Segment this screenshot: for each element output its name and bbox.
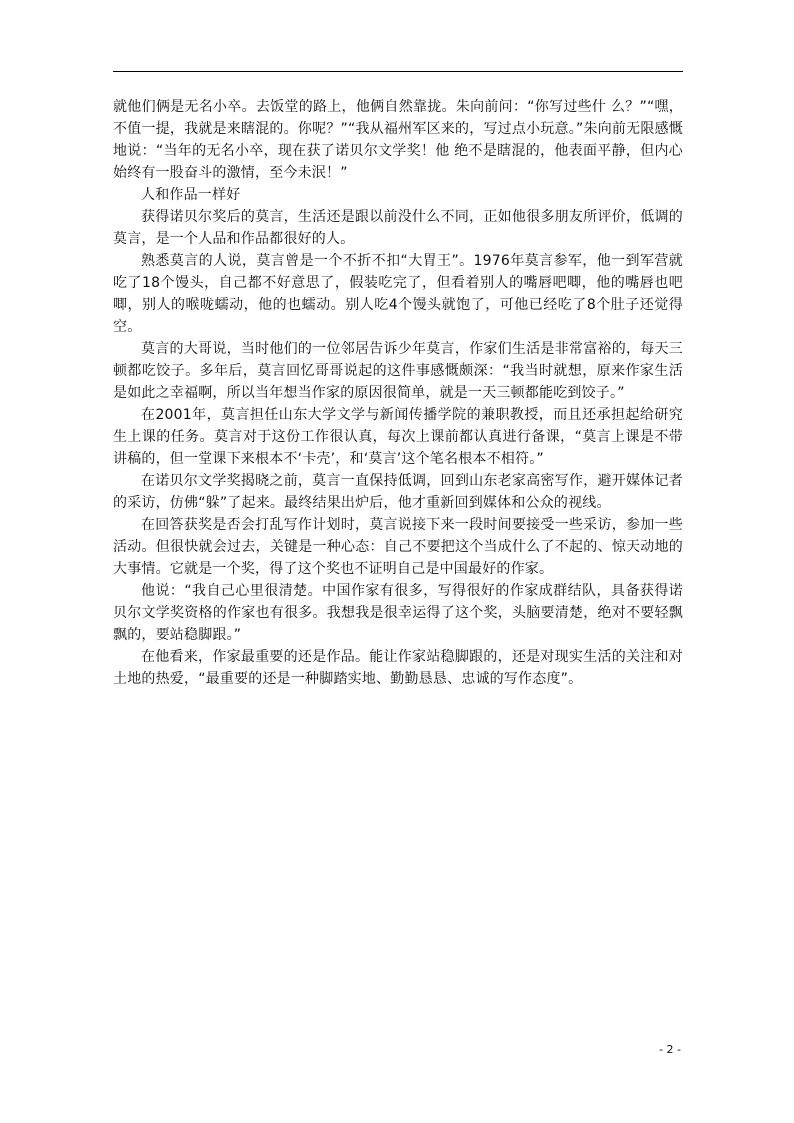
paragraph-continuation: 就他们俩是无名小卒。去饭堂的路上，他俩自然靠拢。朱向前问：“你写过些什 么？”“嘿，不值一提，我就是来瞎混的。你呢？”“我从福州军区来的，写过点小玩意。”朱向前无限感慨地说：“当年的无名小卒，现在获了诺贝尔文学奖！他 绝不是瞎混的，他表面平静，但内心始终有一股奋斗的激情，至今未泯！”: [113, 99, 684, 181]
paragraph: 熟悉莫言的人说，莫言曾是一个不折不扣“大胃王”。1976年莫言参军，他一到军营就吃了18个馒头，自己都不好意思了，假装吃完了，但看着别人的嘴唇吧唧，他的嘴唇也吧唧，别人的喉咙蠕动，他的也蠕动。别人吃4个馒头就饱了，可他已经吃了8个肚子还觉得空。: [113, 253, 683, 335]
paragraph: 获得诺贝尔奖后的莫言，生活还是跟以前没什么不同，正如他很多朋友所评价，低调的莫言，是一个人品和作品都很好的人。: [113, 209, 683, 247]
paragraph: 在诺贝尔文学奖揭晓之前，莫言一直保持低调，回到山东老家高密写作，避开媒体记者的采访，仿佛“躲”了起来。最终结果出炉后，他才重新回到媒体和公众的视线。: [113, 473, 683, 511]
paragraph: 在2001年，莫言担任山东大学文学与新闻传播学院的兼职教授，而且还承担起给研究生上课的任务。莫言对于这份工作很认真，每次上课前都认真进行备课，“莫言上课是不带讲稿的，但一堂课下来根本不‘卡壳’，和‘莫言’这个笔名根本不相符。”: [113, 407, 683, 467]
paragraph: 在他看来，作家最重要的还是作品。能让作家站稳脚跟的，还是对现实生活的关注和对土地的热爱，“最重要的还是一种脚踏实地、勤勤恳恳、忠诚的写作态度”。: [113, 649, 683, 687]
section-heading: 人和作品一样好: [141, 187, 241, 203]
article-body: [113, 96, 683, 690]
page-number: - 2 -: [659, 1043, 681, 1056]
paragraph: 他说：“我自己心里很清楚。中国作家有很多，写得很好的作家成群结队，具备获得诺贝尔文学奖资格的作家也有很多。我想我是很幸运得了这个奖，头脑要清楚，绝对不要轻飘飘的，要站稳脚跟。”: [113, 583, 683, 643]
paragraph: 在回答获奖是否会打乱写作计划时，莫言说接下来一段时间要接受一些采访，参加一些活动。但很快就会过去，关键是一种心态：自己不要把这个当成什么了不起的、惊天动地的大事情。它就是一个奖，得了这个奖也不证明自己是中国最好的作家。: [113, 517, 683, 577]
paragraph: 莫言的大哥说，当时他们的一位邻居告诉少年莫言，作家们生活是非常富裕的，每天三顿都吃饺子。多年后，莫言回忆哥哥说起的这件事感慨颇深：“我当时就想，原来作家生活是如此之幸福啊，所以当年想当作家的原因很简单，就是一天三顿都能吃到饺子。”: [113, 341, 683, 401]
header-rule: [113, 71, 683, 72]
